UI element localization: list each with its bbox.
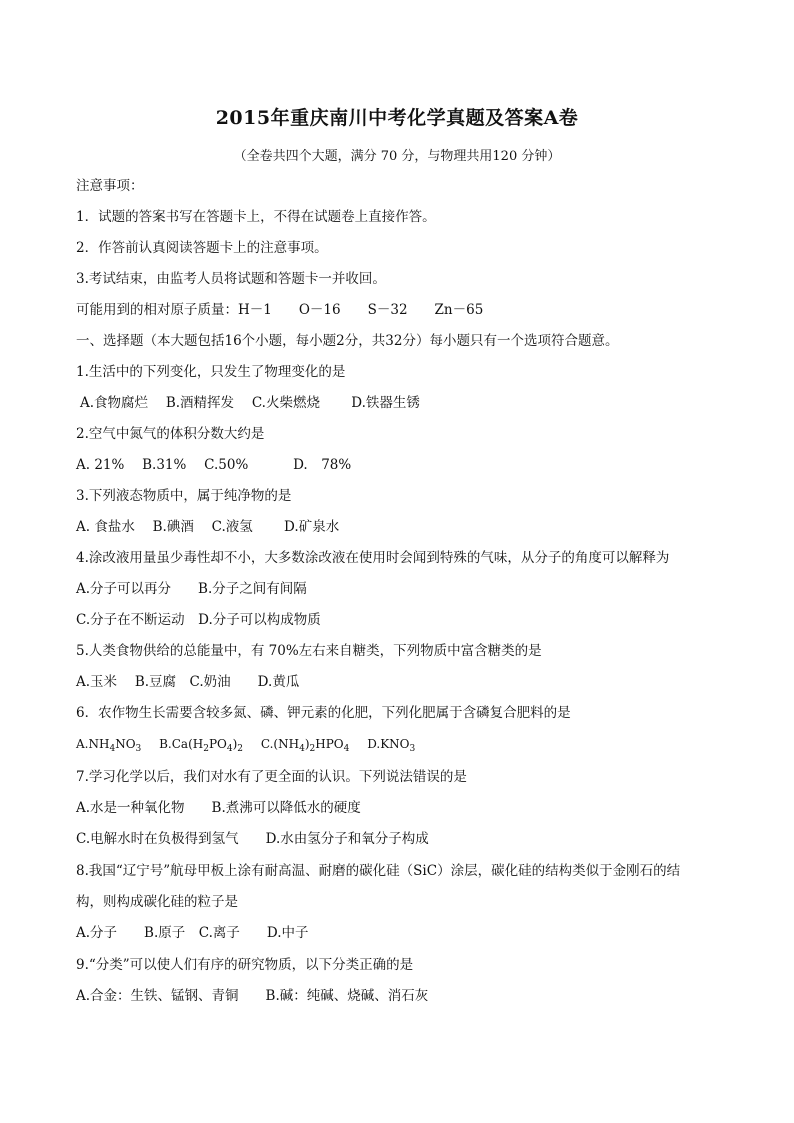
option-a: $A.NH_4NO_3$ (76, 737, 142, 754)
notice-item: 3.考试结束，由监考人员将试题和答题卡一并收回。 (76, 271, 386, 287)
question-5-options: A.玉米 B.豆腐 C.奶油 D.黄瓜 (76, 674, 300, 690)
question-3-options: A. 食盐水 B.碘酒 C.液氢 D.矿泉水 (76, 519, 340, 535)
question-1-stem: 1.生活中的下列变化，只发生了物理变化的是 (76, 364, 346, 380)
question-5-stem: 5.人类食物供给的总能量中，有 70%左右来自糖类，下列物质中富含糖类的是 (76, 643, 542, 659)
page-subtitle: （全卷共四个大题，满分 70 分，与物理共用120 分钟） (233, 149, 561, 164)
question-7-stem: 7.学习化学以后，我们对水有了更全面的认识。下列说法错误的是 (76, 769, 467, 785)
question-9-stem: 9.“分类”可以使人们有序的研究物质，以下分类正确的是 (76, 957, 414, 973)
question-7-options-2: C.电解水时在负极得到氢气 D.水由氢分子和氧分子构成 (76, 831, 429, 847)
atomic-mass-line: 可能用到的相对原子质量：H－1 O－16 S－32 Zn－65 (76, 302, 484, 318)
page-title: 2015年重庆南川中考化学真题及答案A卷 (215, 107, 579, 129)
question-1-options: A.食物腐烂 B.酒精挥发 C.火柴燃烧 D.铁器生锈 (80, 395, 420, 411)
question-8-options: A.分子 B.原子 C.离子 D.中子 (76, 925, 309, 941)
question-2-options: A. 21% B.31% C.50% D. 78% (76, 457, 352, 473)
question-7-options-1: A.水是一种氧化物 B.煮沸可以降低水的硬度 (76, 800, 361, 816)
notice-item: 1．试题的答案书写在答题卡上，不得在试题卷上直接作答。 (76, 209, 436, 225)
option-b: $B.Ca(H_2PO_4)_2$ (159, 737, 244, 754)
question-3-stem: 3.下列液态物质中，属于纯净物的是 (76, 488, 292, 504)
question-4-stem: 4.涂改液用量虽少毒性却不小，大多数涂改液在使用时会闻到特殊的气味，从分子的角度可以解释为 (76, 550, 670, 566)
question-8-stem-1: 8.我国“辽宁号”航母甲板上涂有耐高温、耐磨的碳化硅（SiC）涂层，碳化硅的结构类似于金刚石的结 (76, 863, 681, 879)
notice-item: 2．作答前认真阅读答题卡上的注意事项。 (76, 240, 328, 256)
question-6-stem: 6．农作物生长需要含较多氮、磷、钾元素的化肥，下列化肥属于含磷复合肥料的是 (76, 705, 571, 721)
option-d: $D.KNO_3$ (367, 737, 416, 754)
question-4-options-2: C.分子在不断运动 D.分子可以构成物质 (76, 612, 321, 628)
question-2-stem: 2.空气中氮气的体积分数大约是 (76, 426, 265, 442)
notice-header: 注意事项： (76, 178, 144, 194)
section-heading: 一、选择题（本大题包括16个小题，每小题2分，共32分）每小题只有一个选项符合题意。 (76, 333, 619, 349)
option-c: $C.(NH_4)_2HPO_4$ (260, 737, 350, 754)
question-6-options (76, 734, 415, 754)
question-8-stem-2: 构，则构成碳化硅的粒子是 (76, 894, 238, 910)
question-4-options-1: A.分子可以再分 B.分子之间有间隔 (76, 581, 307, 597)
question-9-options: A.合金：生铁、锰钢、青铜 B.碱：纯碱、烧碱、消石灰 (76, 988, 429, 1004)
